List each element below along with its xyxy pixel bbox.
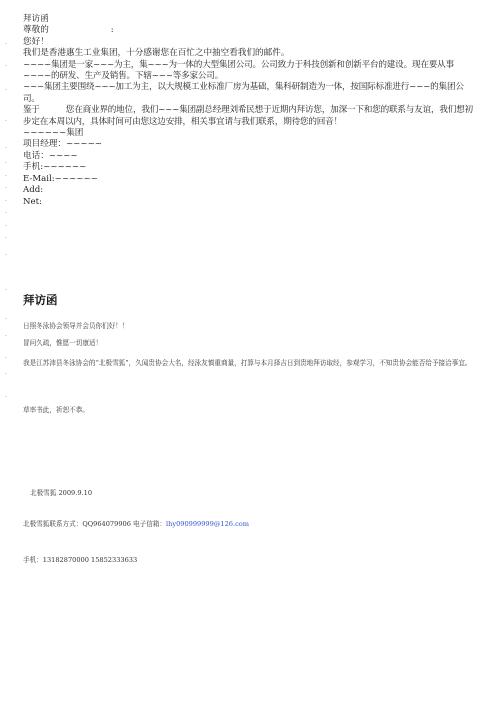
margin-mark: · [5, 333, 7, 340]
margin-mark: · [5, 145, 7, 152]
letter2-line1: 日照冬泳协会领导并会员你们好！！ [23, 322, 129, 330]
salutation [23, 25, 473, 36]
margin-mark: · [5, 173, 7, 180]
margin-mark: · [5, 394, 7, 401]
salutation-text: 尊敬的 [23, 25, 49, 36]
letter2-contact [23, 520, 473, 529]
signoff-group: ~~~~~~集团 [23, 128, 84, 139]
proposal-start: 鉴于 [23, 105, 40, 116]
company-description: ~~~~集团是一家~~~为主，集~~~为一体的大型集团公司。公司致力于科技创新和创新平台的建设。现在要从事~~~~的研发、生产及销售。下辖~~~等多家公司。 [23, 59, 454, 82]
margin-mark: · [5, 316, 7, 323]
letter2-sign: 北极雪狐 2009.9.10 [30, 489, 93, 497]
contact-text: 北极雪狐联系方式：QQ964079906 电子信箱： [23, 520, 166, 528]
letter2-line2: 冒问久疏，惟愿一切康适！ [23, 339, 103, 347]
letter-2-title: 拜访函 [23, 293, 58, 307]
margin-mark: · [5, 198, 7, 205]
website: Net: [23, 196, 42, 207]
margin-mark: · [5, 371, 7, 378]
margin-mark: · [5, 252, 7, 259]
letter-1 [23, 14, 473, 208]
margin-mark: · [5, 118, 7, 125]
contact-email-link[interactable]: lhy090999999@126.com [165, 520, 250, 528]
phone: 电话：~~~~ [23, 150, 78, 161]
project-manager: 项目经理：~~~~~ [23, 139, 102, 150]
margin-mark: · [5, 41, 7, 48]
proposal-rest: 您在商业界的地位，我们~~~集团副总经理刘希民想于近期内拜访您，加深一下和您的联系与友谊，我们想初步定在本周以内，具体时间可由您这边安排，相关事宜请与我们联系，期待您的回音！ [23, 105, 473, 127]
margin-mark: · [5, 223, 7, 230]
margin-mark: · [5, 185, 7, 192]
address: Add: [23, 185, 44, 196]
margin-mark: · [5, 210, 7, 217]
margin-mark: · [5, 235, 7, 242]
group-description: ~~~集团主要围绕~~~加工为主，以大规模工业标准厂房为基础，集科研制造为一体，按国际标准进行~~~的集团公司。 [23, 82, 464, 104]
proposal-paragraph [23, 105, 473, 128]
letter2-line4: 草率书此，祈恕不恭。 [23, 406, 89, 414]
margin-mark: · [5, 87, 7, 94]
salutation-colon: : [110, 25, 114, 36]
margin-mark: · [5, 160, 7, 167]
margin-mark: · [5, 287, 7, 294]
margin-mark: · [5, 355, 7, 362]
mobile: 手机:~~~~~~ [23, 162, 87, 173]
greeting: 您好！ [23, 36, 49, 47]
letter2-mobile: 手机：13182870000 15852333633 [23, 556, 138, 564]
letter-title: 拜访函 [23, 14, 49, 24]
email: E-Mail:~~~~~~ [23, 173, 98, 184]
letter2-line3: 我是江苏沛县冬泳协会的“北极雪狐”，久闻贵协会大名，经泳友慎重商量，打算与本月择吉日到贵地拜访取经，参观学习，不知贵协会能否给予接洽事宜。 [23, 359, 472, 367]
intro-paragraph: 我们是香港惠生工业集团，十分感谢您在百忙之中抽空看我们的邮件。 [23, 48, 290, 59]
margin-mark: · [5, 63, 7, 70]
